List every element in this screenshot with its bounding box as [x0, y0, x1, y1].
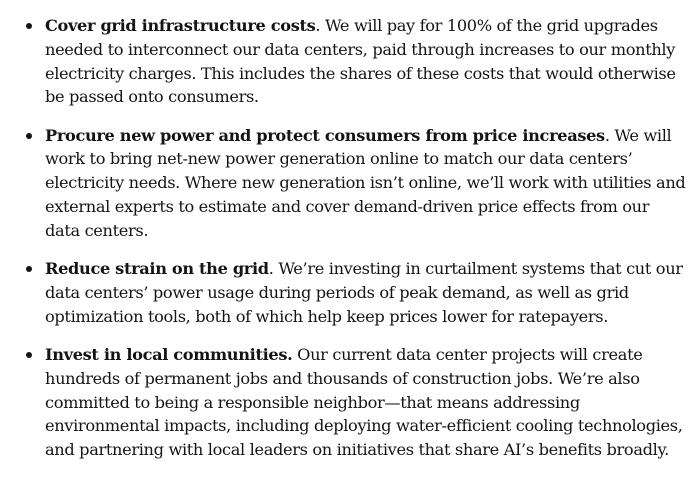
item-heading: Invest in local communities. [45, 345, 293, 365]
list-item [0, 124, 696, 243]
bullet-icon [26, 352, 32, 358]
bullet-icon [26, 266, 32, 272]
item-body: We will pay for 100% of the grid upgrades needed to interconnect our data centers, paid through increases to our monthly electricity charges. This includes the shares of these costs that would otherwise be passed onto consumers. [45, 16, 676, 107]
item-body: Our current data center projects will create hundreds of permanent jobs and thousands of construction jobs. We’re also committed to being a responsible neighbor—that means addressing environmental impacts, including deploying water-efficient cooling technologies, and partnering with local leaders on initiatives that share AI’s benefits broadly. [45, 345, 683, 460]
item-body: We will work to bring net-new power generation online to match our data centers’ electricity needs. Where new generation isn’t online, we’ll work with utilities and external experts to estimate and cover demand-driven price effects from our data centers. [45, 125, 686, 240]
item-heading-suffix: . [315, 16, 321, 35]
bullet-icon [26, 23, 32, 29]
item-heading-suffix: . [604, 125, 610, 145]
item-heading: Procure new power and protect consumers from price increases [45, 125, 605, 145]
list-item [0, 257, 696, 328]
bullet-icon [26, 133, 32, 139]
item-body: We’re investing in curtailment systems that cut our data centers’ power usage during periods of peak demand, as well as grid optimization tools, both of which help keep prices lower for ratepayers. [45, 259, 683, 326]
item-heading: Reduce strain on the grid [45, 259, 269, 279]
list-item [0, 14, 696, 109]
item-heading-suffix: . [268, 259, 274, 279]
item-heading: Cover grid infrastructure costs [45, 16, 316, 35]
list-item [0, 343, 696, 462]
